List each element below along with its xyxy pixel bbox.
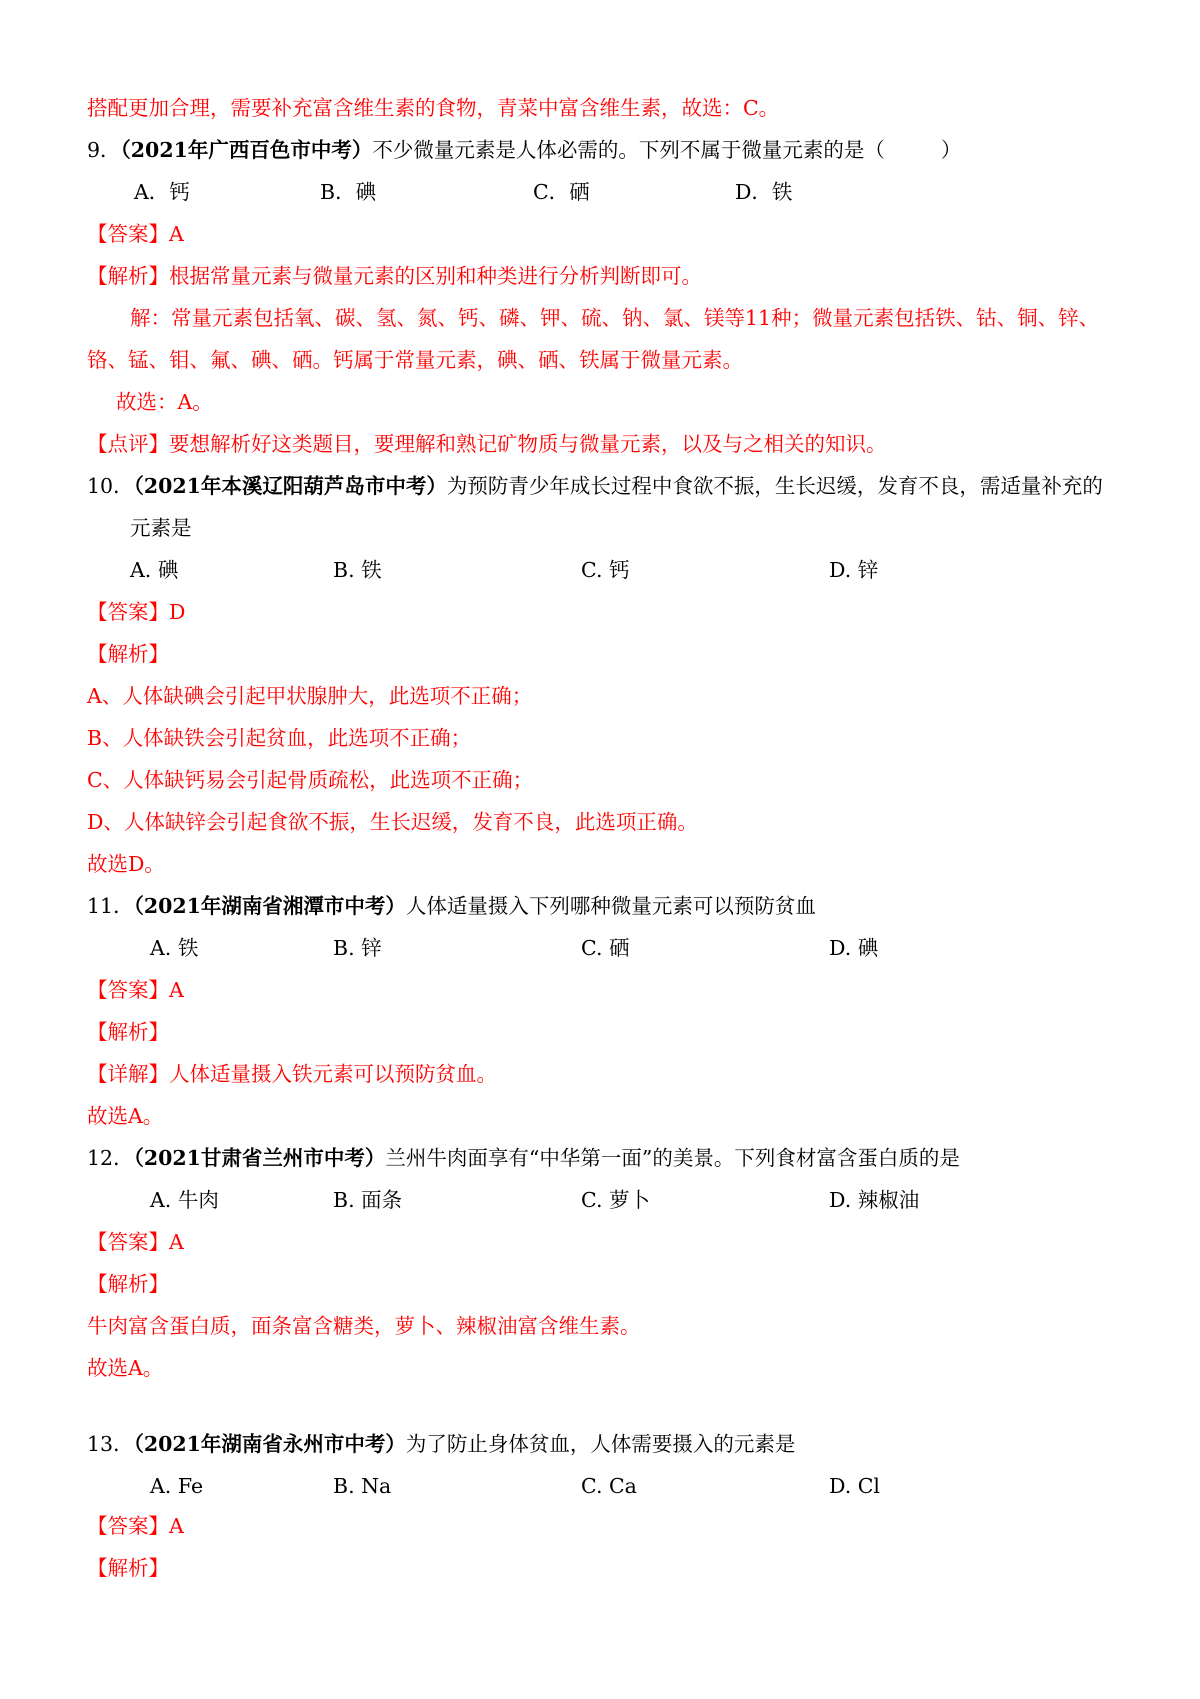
analysis-line-d: D、人体缺锌会引起食欲不振，生长迟缓，发育不良，此选项正确。 — [87, 810, 698, 834]
solution-line-2: 铬、锰、钼、氟、碘、硒。钙属于常量元素，碘、硒、铁属于微量元素。 — [87, 348, 743, 372]
comment-line — [87, 434, 887, 455]
option-d: D. Cl — [829, 1474, 880, 1498]
question-text-end: ） — [940, 138, 962, 162]
comment-tag: 【点评】 — [87, 432, 169, 456]
analysis-tag: 【解析】 — [87, 1020, 169, 1044]
question-12-stem — [87, 1148, 960, 1169]
option-c: C. Ca — [581, 1474, 637, 1498]
option-a: A. Fe — [150, 1474, 204, 1498]
analysis-tag: 【解析】 — [87, 264, 169, 288]
question-text: 为了防止身体贫血，人体需要摄入的元素是 — [405, 1432, 796, 1456]
analysis-text: 根据常量元素与微量元素的区别和种类进行分析判断即可。 — [169, 264, 702, 288]
conclusion: 故选A。 — [87, 1356, 164, 1380]
option-a: A．钙 — [134, 180, 190, 204]
option-b: B. 锌 — [333, 936, 382, 960]
option-c: C. 硒 — [581, 936, 630, 960]
question-text: 兰州牛肉面享有“中华第一面”的美景。下列食材富含蛋白质的是 — [385, 1146, 960, 1170]
analysis-line-b: B、人体缺铁会引起贫血，此选项不正确； — [87, 726, 472, 750]
question-13-stem — [87, 1434, 795, 1455]
option-a: A. 铁 — [150, 936, 199, 960]
option-b: B. Na — [333, 1474, 392, 1498]
option-a: A. 碘 — [130, 558, 179, 582]
analysis-tag: 【解析】 — [87, 1556, 169, 1580]
option-c: C．硒 — [533, 180, 590, 204]
answer-tag: 【答案】 — [87, 1514, 169, 1538]
answer-value: A — [169, 222, 184, 246]
answer-value: A — [169, 978, 184, 1002]
option-d: D．铁 — [735, 180, 793, 204]
option-d: D. 锌 — [829, 558, 879, 582]
conclusion: 故选：A。 — [116, 390, 213, 414]
answer-tag: 【答案】 — [87, 978, 169, 1002]
prev-answer-tail: 搭配更加合理，需要补充富含维生素的食物，青菜中富含维生素，故选：C。 — [87, 96, 780, 120]
option-d: D. 辣椒油 — [829, 1188, 920, 1212]
question-source: （2021年广西百色市中考） — [120, 138, 373, 162]
detail-text: 人体适量摄入铁元素可以预防贫血。 — [169, 1062, 497, 1086]
question-number: 10． — [87, 474, 134, 498]
question-source: （2021年本溪辽阳葫芦岛市中考） — [133, 474, 447, 498]
question-text: 人体适量摄入下列哪种微量元素可以预防贫血 — [405, 894, 816, 918]
option-b: B．碘 — [320, 180, 377, 204]
analysis-text: 牛肉富含蛋白质，面条富含糖类，萝卜、辣椒油富含维生素。 — [87, 1314, 641, 1338]
answer-tag: 【答案】 — [87, 600, 169, 624]
option-d: D. 碘 — [829, 936, 879, 960]
question-source: （2021年湖南省永州市中考） — [133, 1432, 406, 1456]
answer-line — [87, 602, 185, 623]
question-9-stem — [87, 140, 961, 161]
conclusion: 故选A。 — [87, 1104, 164, 1128]
question-text: 为预防青少年成长过程中食欲不振，生长迟缓，发育不良，需适量补充的 — [446, 474, 1103, 498]
question-number: 12． — [87, 1146, 134, 1170]
question-10-stem-cont: 元素是 — [130, 516, 192, 540]
answer-line — [87, 1232, 184, 1253]
answer-line — [87, 1516, 184, 1537]
conclusion: 故选D。 — [87, 852, 165, 876]
analysis-tag: 【解析】 — [87, 1272, 169, 1296]
question-text: 不少微量元素是人体必需的。下列不属于微量元素的是（ — [372, 138, 885, 162]
question-source: （2021甘肃省兰州市中考） — [133, 1146, 386, 1170]
answer-line — [87, 980, 184, 1001]
question-number: 11． — [87, 894, 134, 918]
question-10-stem — [87, 476, 1103, 497]
answer-value: A — [169, 1514, 184, 1538]
analysis-line — [87, 266, 702, 287]
analysis-tag: 【解析】 — [87, 642, 169, 666]
comment-text: 要想解析好这类题目，要理解和熟记矿物质与微量元素，以及与之相关的知识。 — [169, 432, 887, 456]
answer-value: A — [169, 1230, 184, 1254]
answer-tag: 【答案】 — [87, 1230, 169, 1254]
question-number: 9． — [87, 138, 121, 162]
analysis-line-c: C、人体缺钙易会引起骨质疏松，此选项不正确； — [87, 768, 534, 792]
option-c: C. 钙 — [581, 558, 630, 582]
option-b: B. 面条 — [333, 1188, 403, 1212]
option-b: B. 铁 — [333, 558, 382, 582]
answer-tag: 【答案】 — [87, 222, 169, 246]
option-c: C. 萝卜 — [581, 1188, 650, 1212]
answer-line — [87, 224, 184, 245]
analysis-line-a: A、人体缺碘会引起甲状腺肿大，此选项不正确； — [87, 684, 533, 708]
option-a: A. 牛肉 — [150, 1188, 219, 1212]
question-source: （2021年湖南省湘潭市中考） — [133, 894, 406, 918]
question-number: 13． — [87, 1432, 134, 1456]
solution-line-1: 解：常量元素包括氧、碳、氢、氮、钙、磷、钾、硫、钠、氯、镁等11种；微量元素包括铁、钴、铜、锌、 — [130, 306, 1100, 330]
question-11-stem — [87, 896, 816, 917]
detail-line — [87, 1064, 497, 1085]
answer-value: D — [169, 600, 186, 624]
detail-tag: 【详解】 — [87, 1062, 169, 1086]
